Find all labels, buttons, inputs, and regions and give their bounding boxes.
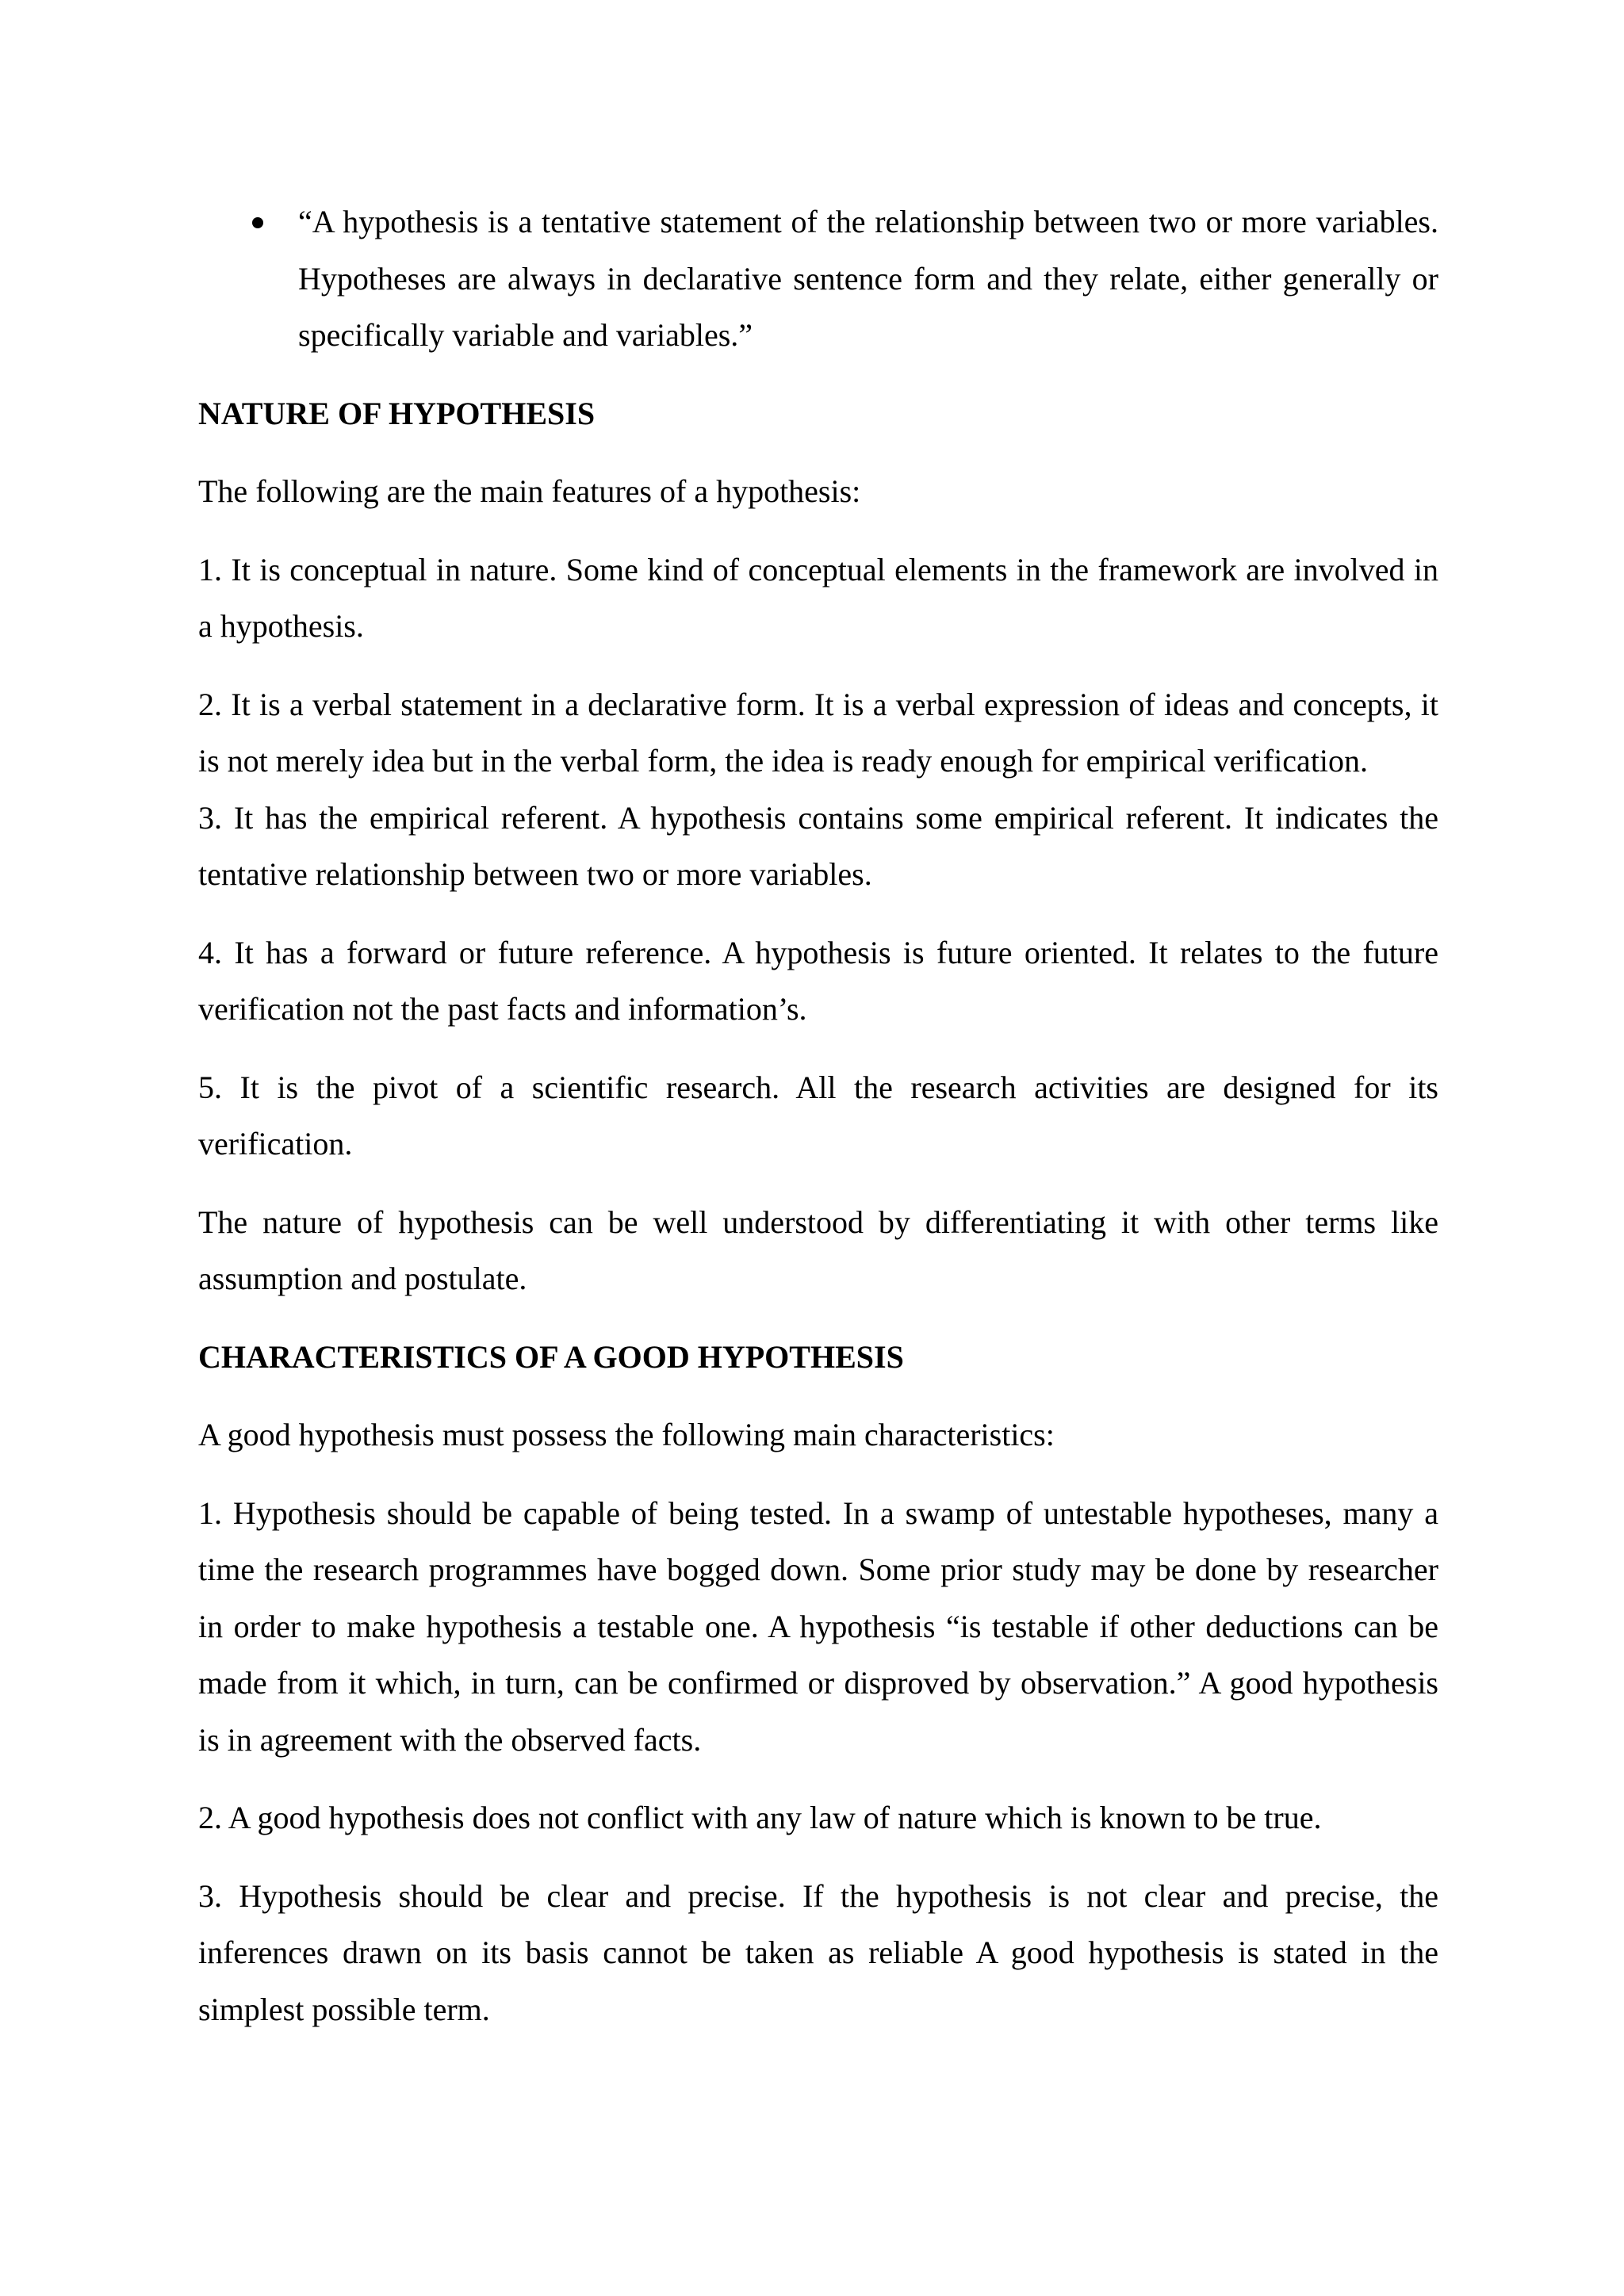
nature-item-1: 1. It is conceptual in nature. Some kind of conceptual elements in the framework are involved in a hypothesis.: [198, 551, 1438, 644]
section-heading-nature: NATURE OF HYPOTHESIS: [198, 395, 596, 431]
nature-closing: The nature of hypothesis can be well understood by differentiating it with other terms like assumption and postulate.: [198, 1203, 1438, 1296]
characteristics-intro: A good hypothesis must possess the following main characteristics:: [198, 1417, 1055, 1452]
section-heading-characteristics: CHARACTERISTICS OF A GOOD HYPOTHESIS: [198, 1338, 904, 1375]
characteristics-item-3: 3. Hypothesis should be clear and precise. If the hypothesis is not clear and precise, the inferences drawn on its basis cannot be taken as reliable A good hypothesis is stated in the simplest possible term.: [198, 1877, 1438, 2027]
nature-item-3: 3. It has the empirical referent. A hypothesis contains some empirical referent. It indicates the tentative relationship between two or more variables.: [198, 799, 1438, 892]
characteristics-item-1: 1. Hypothesis should be capable of being tested. In a swamp of untestable hypotheses, many a time the research programmes have bogged down. Some prior study may be done by researcher in order to make hypothesis a testable one. A hypothesis “is testable if other deductions can be made from it which, in turn, can be confirmed or disproved by observation.” A good hypothesis is in agreement with the observed facts.: [198, 1494, 1438, 1758]
nature-item-5: 5. It is the pivot of a scientific research. All the research activities are designed for its verification.: [198, 1069, 1438, 1161]
bullet-icon: [198, 193, 298, 364]
nature-item-4: 4. It has a forward or future reference. A hypothesis is future oriented. It relates to the future verification not the past facts and information’s.: [198, 934, 1438, 1027]
bullet-quote-text: “A hypothesis is a tentative statement of the relationship between two or more variables. Hypotheses are always in declarative sentence form and they relate, either generally or specifically variable and variables.”: [298, 204, 1438, 353]
bullet-quote: [198, 193, 1438, 364]
document-page: [198, 193, 1438, 2059]
nature-item-2: 2. It is a verbal statement in a declarative form. It is a verbal expression of ideas and concepts, it is not merely idea but in the verbal form, the idea is ready enough for empirical verification.: [198, 686, 1438, 779]
characteristics-item-2: 2. A good hypothesis does not conflict with any law of nature which is known to be true.: [198, 1800, 1322, 1835]
nature-intro: The following are the main features of a hypothesis:: [198, 473, 861, 509]
